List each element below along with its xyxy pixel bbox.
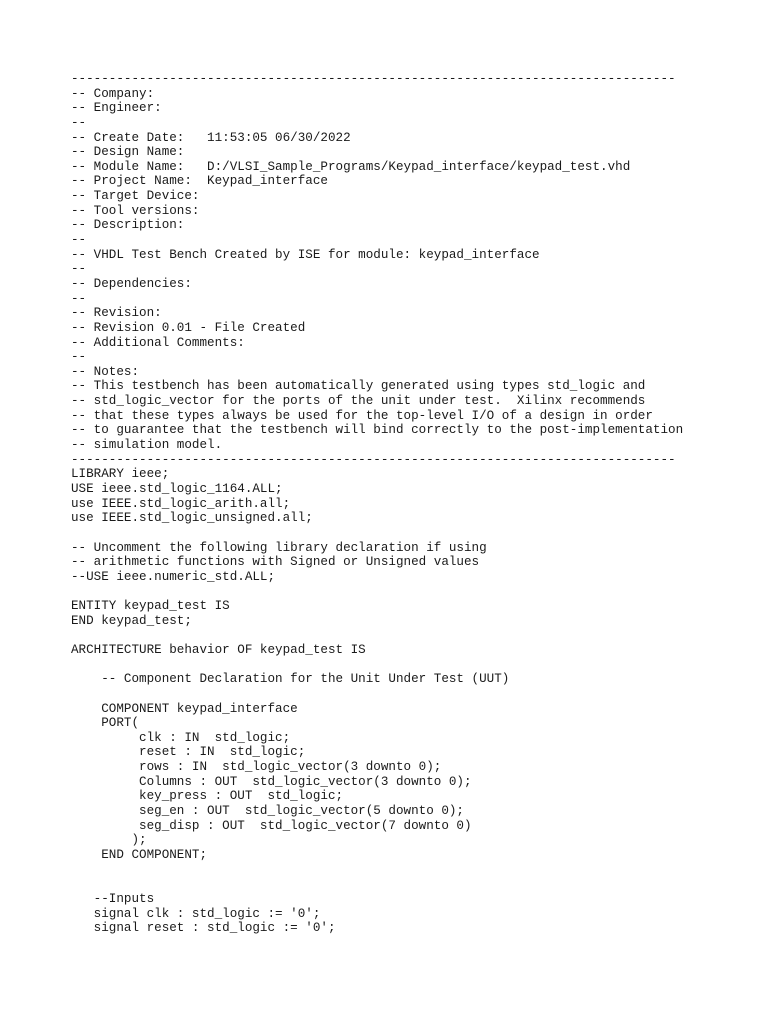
code-line: -- Component Declaration for the Unit Under Test (UUT) (71, 672, 510, 687)
code-line: -- Design Name: (71, 145, 208, 160)
code-line: -- (71, 115, 87, 130)
code-line: seg_en : OUT std_logic_vector(5 downto 0); (71, 804, 464, 819)
code-line: signal reset : std_logic := '0'; (71, 921, 336, 936)
code-line: -- Revision: (71, 306, 162, 321)
code-line: -------------------------------------------------------------------------------- (71, 452, 676, 467)
code-line: reset : IN std_logic; (71, 745, 306, 760)
code-line: ARCHITECTURE behavior OF keypad_test IS (71, 642, 374, 657)
code-line: -- (71, 233, 94, 248)
code-line: -- Target Device: (71, 189, 215, 204)
code-line: ENTITY keypad_test IS (71, 599, 230, 614)
code-line: -- that these types always be used for the top-level I/O of a design in order (71, 408, 653, 423)
code-line (71, 526, 691, 541)
code-line: USE ieee.std_logic_1164.ALL; (71, 481, 283, 496)
code-line: -- simulation model. (71, 438, 223, 453)
code-line: COMPONENT keypad_interface (71, 701, 298, 716)
code-line: -- Company: (71, 86, 162, 101)
code-line: -- Description: (71, 218, 208, 233)
code-line: -- VHDL Test Bench Created by ISE for module: keypad_interface (71, 247, 540, 262)
code-line: -- Dependencies: (71, 276, 192, 291)
code-line (71, 687, 691, 702)
code-line (71, 658, 691, 673)
code-line (71, 877, 691, 892)
code-line: LIBRARY ieee; (71, 467, 170, 482)
code-line: -------------------------------------------------------------------------------- (71, 72, 676, 86)
code-line: -- std_logic_vector for the ports of the unit under test. Xilinx recommends (71, 394, 646, 409)
code-line: use IEEE.std_logic_unsigned.all; (71, 511, 313, 526)
code-line: -- Project Name: Keypad_interface (71, 174, 328, 189)
vhdl-code-block (71, 72, 691, 936)
code-line: -- Additional Comments: (71, 335, 245, 350)
code-line: -- to guarantee that the testbench will bind correctly to the post-implementation (71, 423, 691, 438)
code-line: ); (71, 833, 147, 848)
code-line: END COMPONENT; (71, 847, 208, 862)
code-line: -- Module Name: D:/VLSI_Sample_Programs/Keypad_interface/keypad_test.vhd (71, 159, 631, 174)
code-line: -- Notes: (71, 364, 147, 379)
code-line: signal clk : std_logic := '0'; (71, 906, 321, 921)
code-line: -- Revision 0.01 - File Created (71, 320, 306, 335)
code-line: -- Engineer: (71, 101, 162, 116)
code-line: rows : IN std_logic_vector(3 downto 0); (71, 760, 442, 775)
code-line: use IEEE.std_logic_arith.all; (71, 496, 291, 511)
code-line: clk : IN std_logic; (71, 730, 291, 745)
code-line: PORT( (71, 716, 140, 731)
code-line: --Inputs (71, 891, 155, 906)
code-line: seg_disp : OUT std_logic_vector(7 downto 0) (71, 818, 472, 833)
code-line: -- (71, 262, 94, 277)
code-line: -- Tool versions: (71, 203, 215, 218)
code-line: --USE ieee.numeric_std.ALL; (71, 569, 276, 584)
code-line: -- (71, 291, 94, 306)
code-line (71, 584, 691, 599)
code-line: END keypad_test; (71, 613, 192, 628)
code-line: Columns : OUT std_logic_vector(3 downto 0); (71, 774, 472, 789)
code-line: key_press : OUT std_logic; (71, 789, 344, 804)
code-line (71, 628, 691, 643)
code-line: -- Uncomment the following library declaration if using (71, 540, 487, 555)
code-line: -- arithmetic functions with Signed or Unsigned values (71, 555, 480, 570)
code-line: -- (71, 350, 87, 365)
code-line: -- Create Date: 11:53:05 06/30/2022 (71, 130, 351, 145)
code-line (71, 863, 691, 878)
code-line: -- This testbench has been automatically generated using types std_logic and (71, 379, 646, 394)
